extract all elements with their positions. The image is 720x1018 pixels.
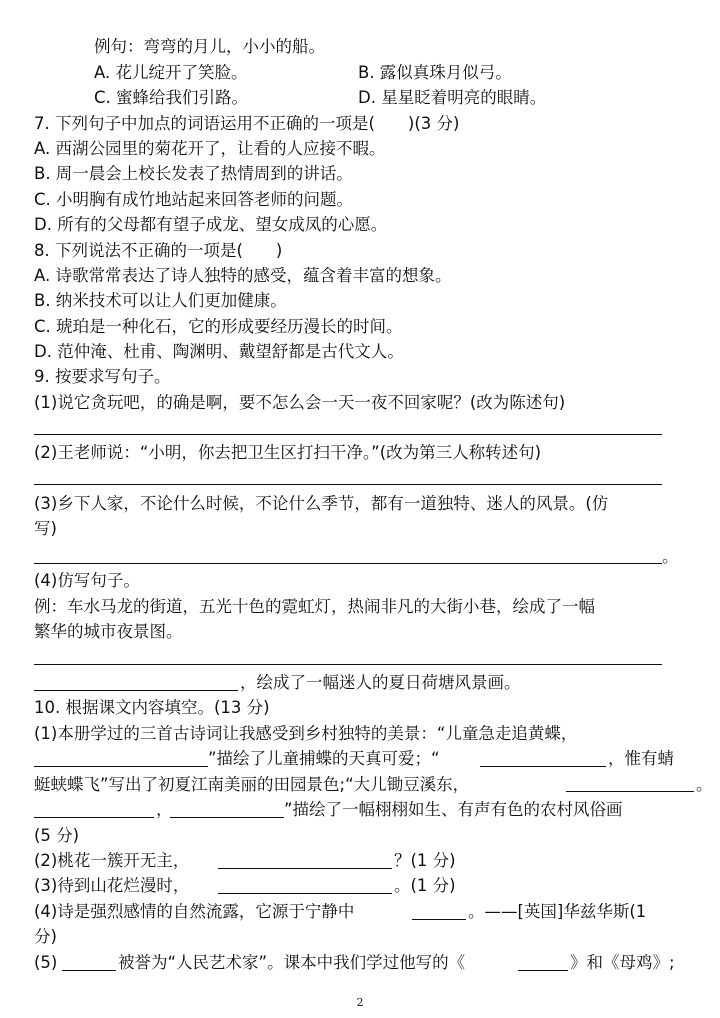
q10-part-1-line2a: ”描绘了儿童捕蝶的天真可爱；“	[208, 749, 440, 768]
q10-part-1-line3: 蜓蛱蝶飞”写出了初夏江南美丽的田园景色;“大儿锄豆溪东，	[34, 775, 470, 794]
blank-q10-3[interactable]	[218, 893, 392, 894]
answer-line-q9-4b[interactable]	[34, 690, 238, 691]
q10-part-3-tail: 。(1 分)	[394, 876, 456, 895]
answer-line-q9-4a[interactable]	[34, 664, 662, 665]
option-b: B. 露似真珠月似弓。	[358, 63, 512, 82]
q9-part-3-period: 。	[662, 547, 679, 566]
blank-q10-5b[interactable]	[518, 970, 568, 971]
q10-part-1-score: (5 分)	[34, 826, 80, 845]
q9-part-4-tail: ，绘成了一幅迷人的夏日荷塘风景画。	[240, 673, 521, 692]
example-sentence: 例句：弯弯的月儿，小小的船。	[94, 37, 325, 56]
question-10: 10. 根据课文内容填空。(13 分)	[34, 698, 270, 717]
q10-part-4-tail: 。——[英国]华兹华斯(1	[468, 902, 647, 921]
blank-q10-5a[interactable]	[62, 970, 116, 971]
blank-q10-1b[interactable]	[480, 766, 606, 767]
q10-part-5: (5)	[34, 953, 58, 972]
question-8: 8. 下列说法不正确的一项是( )	[34, 241, 283, 260]
q8-option-a: A. 诗歌常常表达了诗人独特的感受，蕴含着丰富的想象。	[34, 266, 452, 285]
q8-option-d: D. 范仲淹、杜甫、陶渊明、戴望舒都是古代文人。	[34, 342, 404, 361]
blank-q10-2[interactable]	[218, 868, 392, 869]
q10-part-1-line3-period: 。	[696, 775, 713, 794]
q10-part-4: (4)诗是强烈感情的自然流露，它源于宁静中	[34, 902, 355, 921]
q7-option-b: B. 周一晨会上校长发表了热情周到的讲话。	[34, 164, 353, 183]
q10-part-2-tail: ？(1 分)	[394, 851, 456, 870]
option-d: D. 星星眨着明亮的眼睛。	[358, 88, 547, 107]
question-7: 7. 下列句子中加点的词语运用不正确的一项是( )(3 分)	[34, 114, 460, 133]
page-number: 2	[356, 996, 364, 1009]
q10-part-4-cont: 分)	[34, 927, 57, 946]
q10-part-1-line2b: ，惟有蜻	[608, 749, 674, 768]
q10-part-2: (2)桃花一簇开无主，	[34, 851, 190, 870]
answer-line-q9-1[interactable]	[34, 434, 662, 435]
blank-q10-4[interactable]	[412, 919, 466, 920]
q9-example-cont: 繁华的城市夜景图。	[34, 622, 183, 641]
q7-option-c: C. 小明胸有成竹地站起来回答老师的问题。	[34, 190, 354, 209]
q7-option-a: A. 西湖公园里的菊花开了，让看的人应接不暇。	[34, 139, 386, 158]
q8-option-b: B. 纳米技术可以让人们更加健康。	[34, 291, 287, 310]
blank-q10-1a[interactable]	[34, 766, 208, 767]
q9-part-3: (3)乡下人家，不论什么时候，不论什么季节，都有一道独特、迷人的风景。(仿	[34, 494, 609, 513]
q10-part-5-middle: 被誉为“人民艺术家”。课本中我们学过他写的《	[118, 953, 466, 972]
blank-q10-1e[interactable]	[170, 817, 284, 818]
q10-part-1-comma: ，	[156, 800, 173, 819]
q10-part-5-tail: 》和《母鸡》;	[570, 953, 675, 972]
answer-line-q9-3[interactable]	[34, 563, 662, 564]
q9-part-2: (2)王老师说：“小明，你去把卫生区打扫干净。”(改为第三人称转述句)	[34, 443, 542, 462]
blank-q10-1c[interactable]	[566, 791, 694, 792]
q9-part-3-cont: 写)	[34, 519, 57, 538]
answer-line-q9-2[interactable]	[34, 484, 662, 485]
q10-part-1-line4: ”描绘了一幅栩栩如生、有声有色的农村风俗画	[284, 800, 623, 819]
option-a: A. 花儿绽开了笑脸。	[94, 63, 248, 82]
q9-example: 例：车水马龙的街道，五光十色的霓虹灯，热闹非凡的大街小巷，绘成了一幅	[34, 597, 595, 616]
q9-part-1: (1)说它贪玩吧，的确是啊，要不怎么会一天一夜不回家呢？(改为陈述句)	[34, 393, 566, 412]
q8-option-c: C. 琥珀是一种化石，它的形成要经历漫长的时间。	[34, 317, 403, 336]
blank-q10-1d[interactable]	[34, 817, 154, 818]
q9-part-4: (4)仿写句子。	[34, 571, 140, 590]
q10-part-1: (1)本册学过的三首古诗词让我感受到乡村独特的美景：“儿童急走追黄蝶，	[34, 724, 578, 743]
question-9: 9. 按要求写句子。	[34, 367, 171, 386]
q7-option-d: D. 所有的父母都有望子成龙、望女成凤的心愿。	[34, 215, 388, 234]
option-c: C. 蜜蜂给我们引路。	[94, 88, 249, 107]
q10-part-3: (3)待到山花烂漫时，	[34, 876, 190, 895]
